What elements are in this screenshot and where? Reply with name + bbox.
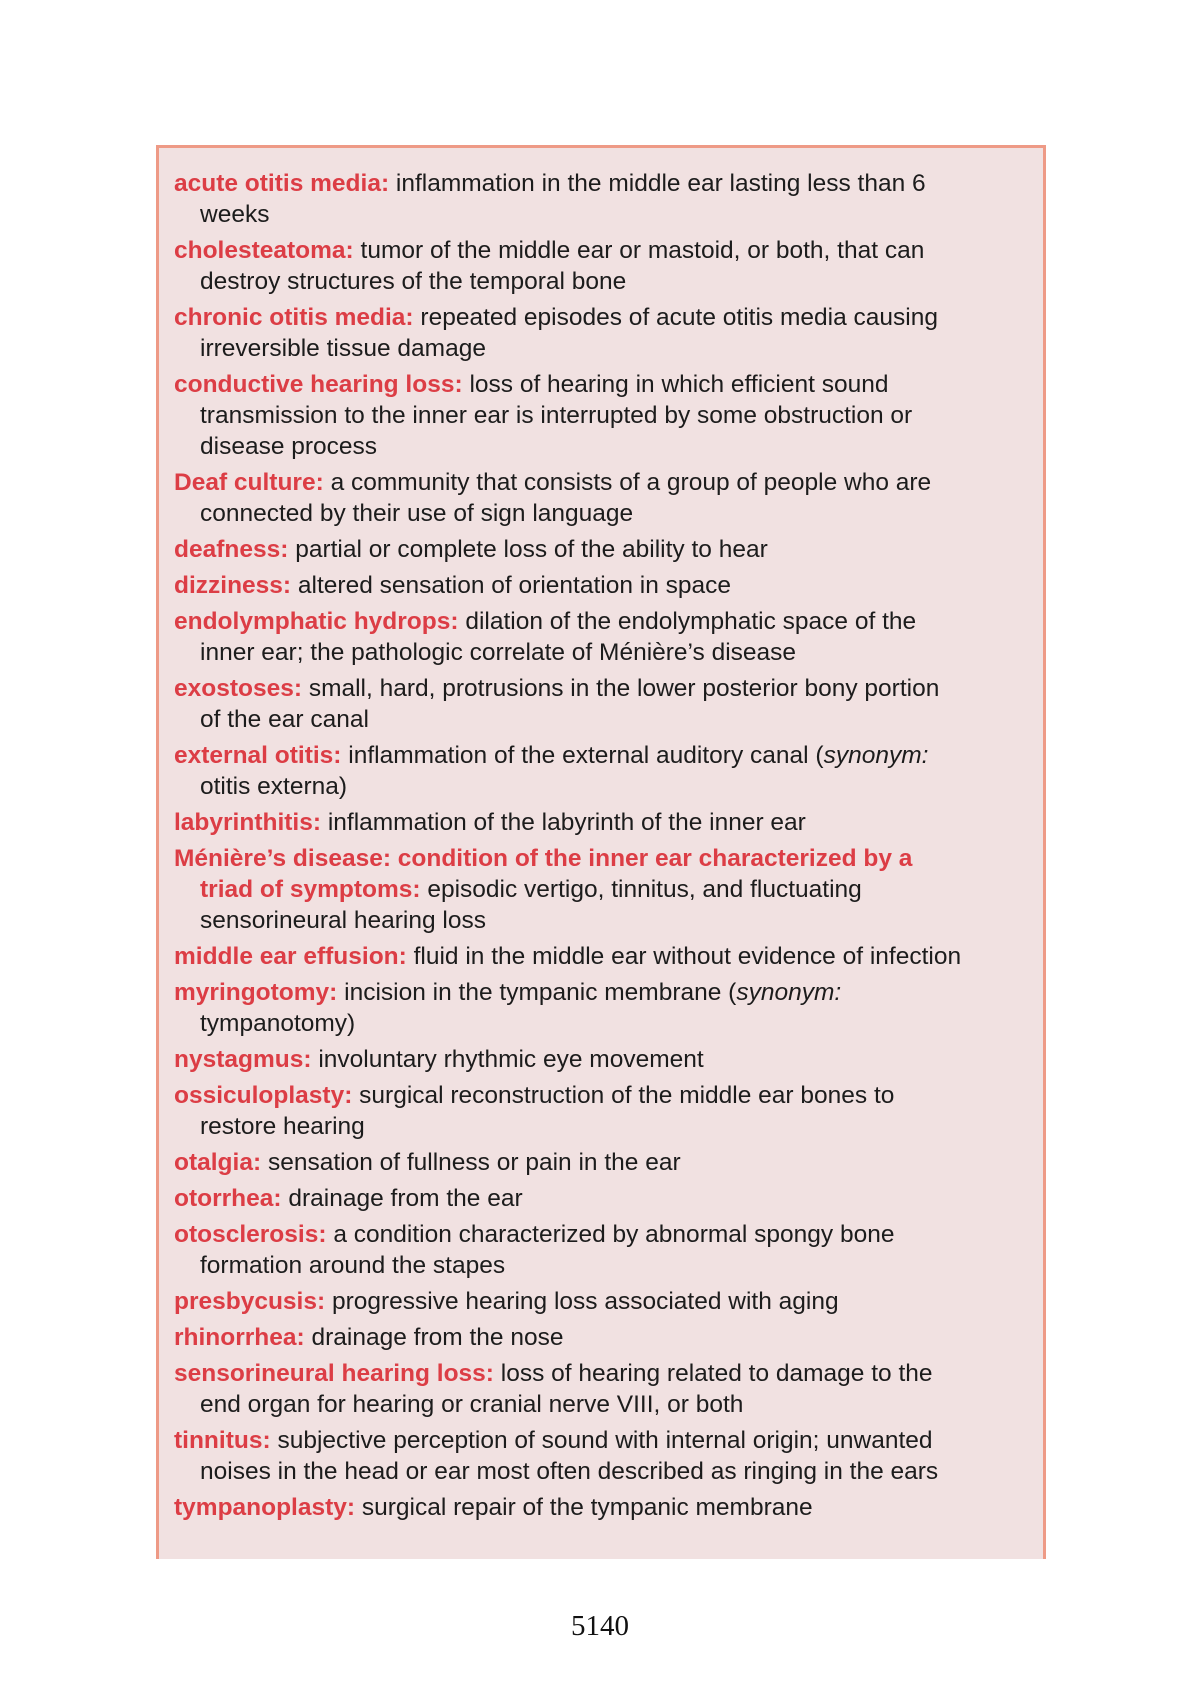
glossary-definition: dilation of the endolymphatic space of the (465, 608, 917, 635)
glossary-definition: transmission to the inner ear is interrupted by some obstruction or (200, 402, 913, 429)
glossary-entry (174, 1147, 1029, 1178)
glossary-definition: weeks (200, 201, 270, 228)
glossary-term: cholesteatoma: (174, 237, 354, 264)
glossary-entry (174, 1358, 1029, 1420)
glossary-term: nystagmus: (174, 1046, 312, 1073)
glossary-entry (174, 1080, 1029, 1142)
glossary-definition: partial or complete loss of the ability to hear (295, 536, 768, 563)
glossary-term: myringotomy: (174, 979, 338, 1006)
glossary-definition: sensation of fullness or pain in the ear (267, 1149, 681, 1176)
glossary-definition: altered sensation of orientation in space (297, 572, 732, 599)
glossary-term: conductive hearing loss: (174, 371, 463, 398)
glossary-term: tympanoplasty: (174, 1494, 356, 1521)
synonym-label: synonym: (736, 979, 842, 1006)
page-number: 5140 (571, 1610, 629, 1642)
glossary-definition: otitis externa) (200, 773, 348, 800)
glossary-entry (174, 302, 1029, 364)
glossary-list (174, 168, 1029, 1523)
glossary-definition: a condition characterized by abnormal spongy bone (333, 1221, 895, 1248)
glossary-entry (174, 1425, 1029, 1487)
glossary-definition: disease process (200, 433, 378, 460)
glossary-definition: inner ear; the pathologic correlate of Ménière’s disease (200, 639, 797, 666)
glossary-term: otorrhea: (174, 1185, 282, 1212)
glossary-definition: drainage from the nose (311, 1324, 564, 1351)
glossary-term: presbycusis: (174, 1288, 326, 1315)
glossary-term: exostoses: (174, 675, 303, 702)
glossary-term: otosclerosis: (174, 1221, 327, 1248)
glossary-definition: incision in the tympanic membrane ( (344, 979, 737, 1006)
glossary-definition: destroy structures of the temporal bone (200, 268, 627, 295)
glossary-term: dizziness: (174, 572, 292, 599)
glossary-definition: progressive hearing loss associated with aging (331, 1288, 839, 1315)
glossary-entry (174, 1183, 1029, 1214)
glossary-entry (174, 1044, 1029, 1075)
glossary-entry (174, 606, 1029, 668)
glossary-term: ossiculoplasty: (174, 1082, 353, 1109)
glossary-entry (174, 977, 1029, 1039)
glossary-term: rhinorrhea: (174, 1324, 305, 1351)
glossary-definition: fluid in the middle ear without evidence of infection (413, 943, 962, 970)
glossary-definition: loss of hearing in which efficient sound (469, 371, 889, 398)
glossary-definition: inflammation of the labyrinth of the inner ear (327, 809, 806, 836)
glossary-box (156, 145, 1046, 1559)
glossary-definition: a community that consists of a group of people who are (330, 469, 932, 496)
glossary-definition: inflammation in the middle ear lasting less than 6 (395, 170, 926, 197)
glossary-entry (174, 235, 1029, 297)
glossary-definition: drainage from the ear (288, 1185, 523, 1212)
glossary-definition: of the ear canal (200, 706, 369, 733)
glossary-entry (174, 1286, 1029, 1317)
glossary-term: middle ear effusion: (174, 943, 407, 970)
glossary-entry (174, 467, 1029, 529)
glossary-term: Ménière’s disease: condition of the inner ear characterized by a (174, 845, 913, 872)
glossary-entry (174, 740, 1029, 802)
glossary-definition: noises in the head or ear most often described as ringing in the ears (200, 1458, 939, 1485)
glossary-term: tinnitus: (174, 1427, 271, 1454)
glossary-entry (174, 1322, 1029, 1353)
glossary-term: endolymphatic hydrops: (174, 608, 459, 635)
glossary-definition: small, hard, protrusions in the lower posterior bony portion (308, 675, 940, 702)
glossary-definition: repeated episodes of acute otitis media causing (420, 304, 938, 331)
glossary-definition: inflammation of the external auditory canal ( (348, 742, 824, 769)
glossary-entry (174, 807, 1029, 838)
glossary-term: acute otitis media: (174, 170, 390, 197)
glossary-term: triad of symptoms: (200, 876, 421, 903)
glossary-definition: episodic vertigo, tinnitus, and fluctuating (427, 876, 862, 903)
glossary-entry (174, 843, 1029, 936)
glossary-term: sensorineural hearing loss: (174, 1360, 494, 1387)
glossary-entry (174, 673, 1029, 735)
glossary-entry (174, 168, 1029, 230)
glossary-definition: surgical repair of the tympanic membrane (361, 1494, 813, 1521)
glossary-definition: restore hearing (200, 1113, 365, 1140)
glossary-term: Deaf culture: (174, 469, 324, 496)
glossary-term: external otitis: (174, 742, 342, 769)
glossary-term: labyrinthitis: (174, 809, 322, 836)
glossary-term: deafness: (174, 536, 289, 563)
glossary-entry (174, 534, 1029, 565)
glossary-entry (174, 369, 1029, 462)
glossary-definition: tumor of the middle ear or mastoid, or both, that can (360, 237, 925, 264)
glossary-entry (174, 1219, 1029, 1281)
glossary-definition: irreversible tissue damage (200, 335, 486, 362)
glossary-term: otalgia: (174, 1149, 262, 1176)
glossary-entry (174, 570, 1029, 601)
glossary-definition: involuntary rhythmic eye movement (318, 1046, 704, 1073)
glossary-definition: surgical reconstruction of the middle ear bones to (359, 1082, 895, 1109)
glossary-term: chronic otitis media: (174, 304, 414, 331)
glossary-definition: end organ for hearing or cranial nerve VIII, or both (200, 1391, 744, 1418)
glossary-definition: tympanotomy) (200, 1010, 356, 1037)
glossary-entry (174, 941, 1029, 972)
glossary-definition: sensorineural hearing loss (200, 907, 486, 934)
glossary-definition: subjective perception of sound with internal origin; unwanted (277, 1427, 933, 1454)
glossary-definition: connected by their use of sign language (200, 500, 634, 527)
glossary-definition: formation around the stapes (200, 1252, 506, 1279)
synonym-label: synonym: (823, 742, 929, 769)
glossary-entry (174, 1492, 1029, 1523)
glossary-definition: loss of hearing related to damage to the (500, 1360, 933, 1387)
